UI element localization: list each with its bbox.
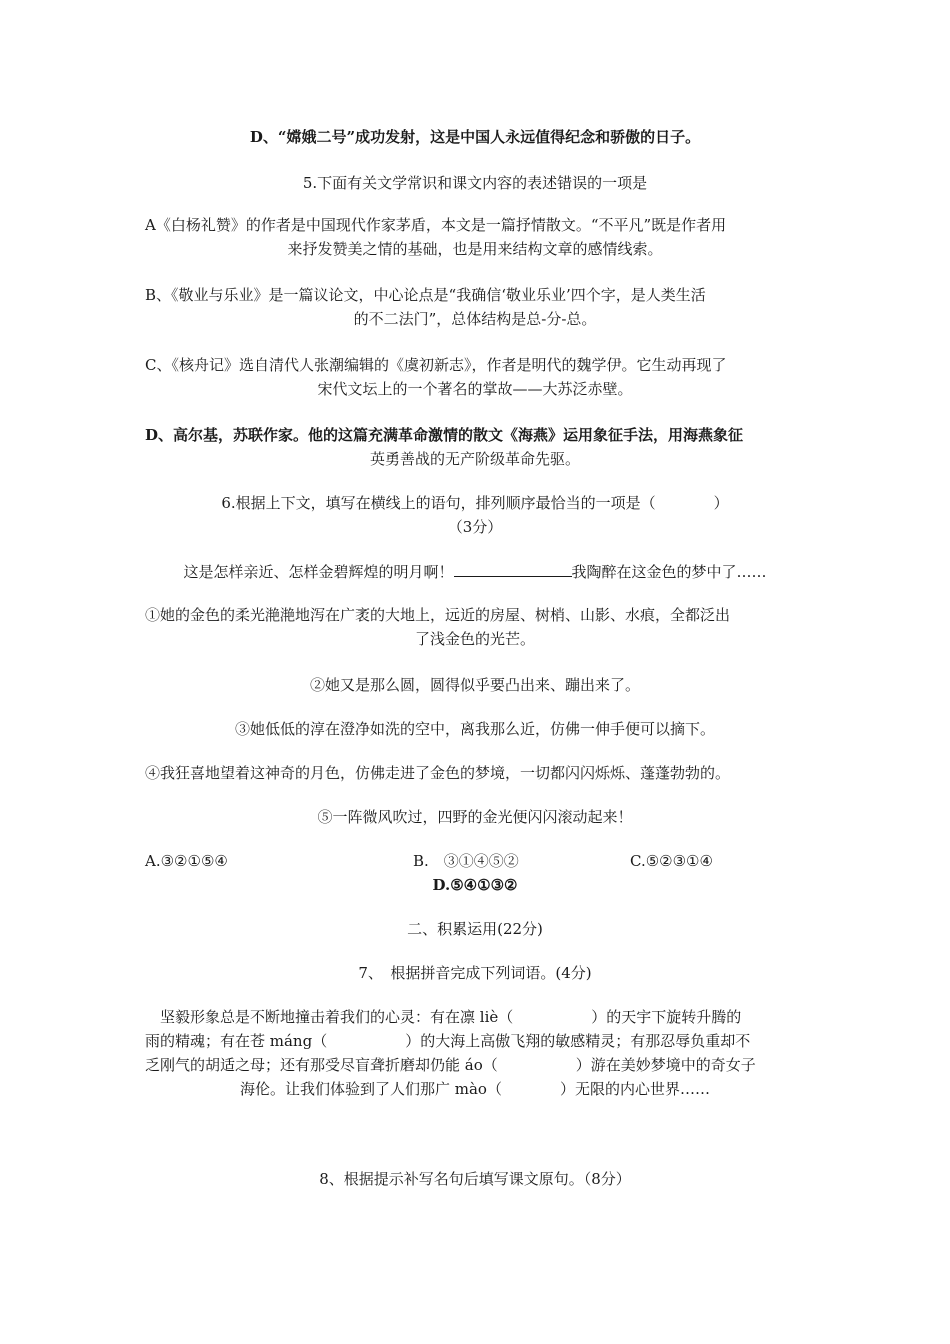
q7-line2-after: ）的大海上高傲飞翔的敏感精灵；有那忍辱负重却不: [405, 1032, 751, 1050]
q5-stem: 5.下面有关文学常识和课文内容的表述错误的一项是: [302, 174, 648, 192]
q6-context-after: 我陶醉在这金色的梦中了……: [571, 563, 767, 581]
q7-stem: 7、 根据拼音完成下列词语。(4分): [358, 964, 592, 982]
q7-line4: [0, 1080, 950, 1098]
q7-line3-after: ）游在美妙梦境中的奇女子: [575, 1056, 756, 1074]
q6-sentence-1-line2: 了浅金色的光芒。: [414, 630, 535, 648]
q7-line3-before: 乏刚气的胡适之母；还有那受尽盲聋折磨却仍能 áo（: [145, 1056, 498, 1074]
section-2-title: 二、积累运用(22分): [407, 920, 543, 938]
q5-option-d-line1: D、高尔基，苏联作家。他的这篇充满革命激情的散文《海燕》运用象征手法，用海燕象征: [145, 426, 744, 444]
q4-option-d: D、“嫦娥二号”成功发射，这是中国人永远值得纪念和骄傲的日子。: [249, 128, 701, 146]
q7-line1-before: 坚毅形象总是不断地撞击着我们的心灵：有在凛 liè（: [160, 1008, 514, 1026]
q6-context: [0, 562, 950, 581]
q7-line1: [160, 1008, 741, 1026]
q6-sentence-4: ④我狂喜地望着这神奇的月色，仿佛走进了金色的梦境，一切都闪闪烁烁、蓬蓬勃勃的。: [145, 764, 731, 782]
q6-stem: [0, 494, 950, 512]
q6-sentence-3: ③她低低的淳在澄净如洗的空中，离我那么近，仿佛一伸手便可以摘下。: [234, 720, 715, 738]
q5-option-a-line1: A《白杨礼赞》的作者是中国现代作家茅盾，本文是一篇抒情散文。“不平凡”既是作者用: [145, 216, 727, 234]
q7-line3: [145, 1056, 756, 1074]
q6-points: （3分）: [447, 518, 503, 536]
q5-option-b-line1: B、《敬业与乐业》是一篇议论文，中心论点是“我确信‘敬业乐业’四个字，是人类生活: [145, 286, 706, 304]
q6-option-c: C.⑤②③①④: [630, 852, 713, 870]
q5-option-d-line2: 英勇善战的无产阶级革命先驱。: [369, 450, 580, 468]
q7-line4-before: 海伦。让我们体验到了人们那广 mào（: [240, 1080, 502, 1098]
q7-line2-before: 雨的精魂；有在苍 máng（: [145, 1032, 328, 1050]
q6-context-before: 这是怎样亲近、怎样金碧辉煌的明月啊！: [183, 563, 454, 581]
q6-stem-close: ）: [713, 494, 729, 512]
q6-option-b: B. ③①④⑤②: [413, 852, 519, 870]
q8-stem: 8、根据提示补写名句后填写课文原句。（8分）: [319, 1170, 631, 1188]
q6-option-d-text: D.⑤④①③②: [432, 876, 518, 894]
q7-line1-after: ）的天宇下旋转升腾的: [591, 1008, 742, 1026]
q6-option-a: A.③②①⑤④: [145, 852, 228, 870]
q6-sentence-1-line1: ①她的金色的柔光滟滟地泻在广袤的大地上，远近的房屋、树梢、山影、水痕，全都泛出: [145, 606, 731, 624]
q7-line4-after: ）无限的内心世界……: [559, 1080, 710, 1098]
q5-option-a-line2: 来抒发赞美之情的基础，也是用来结构文章的感情线索。: [287, 240, 663, 258]
q6-option-d: [0, 876, 950, 894]
q6-fill-blank: [454, 562, 572, 577]
q6-stem-text: 6.根据上下文，填写在横线上的语句，排列顺序最恰当的一项是（: [221, 494, 656, 512]
q7-line2: [145, 1032, 750, 1050]
q5-option-b-line2: 的不二法门”，总体结构是总-分-总。: [353, 310, 597, 328]
q6-sentence-5: ⑤一阵微风吹过，四野的金光便闪闪滚动起来！: [317, 808, 633, 826]
q5-option-c-line2: 宋代文坛上的一个著名的掌故——大苏泛赤壁。: [317, 380, 633, 398]
q6-sentence-2: ②她又是那么圆，圆得似乎要凸出来、蹦出来了。: [309, 676, 640, 694]
q5-option-c-line1: C、《核舟记》选自清代人张潮编辑的《虞初新志》，作者是明代的魏学伊。它生动再现了: [145, 356, 727, 374]
